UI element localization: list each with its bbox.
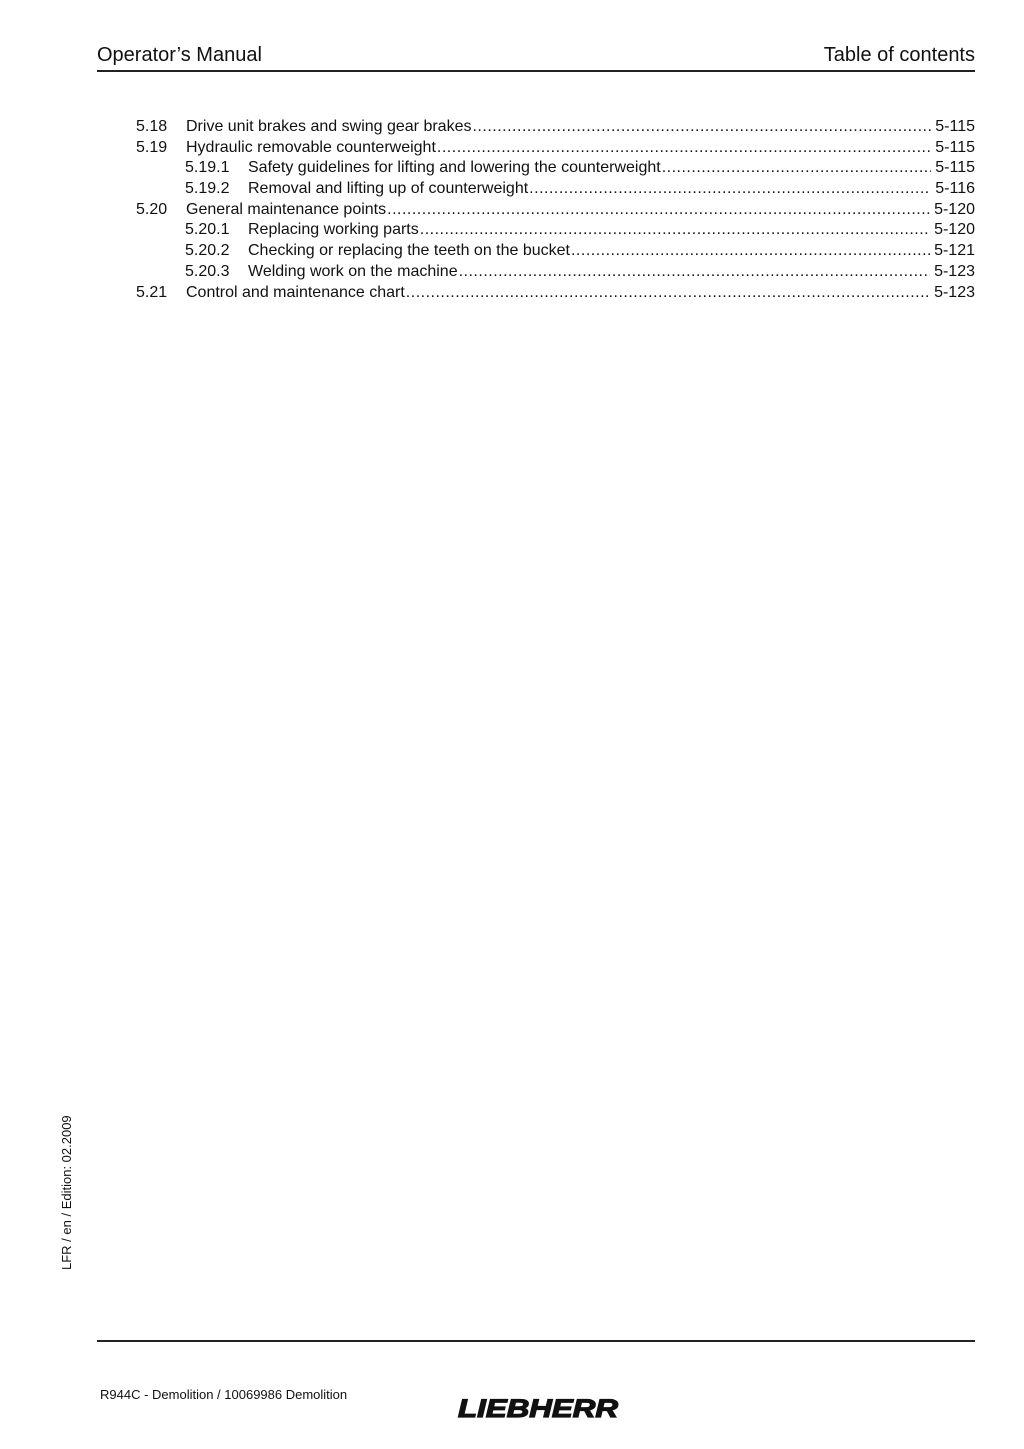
- toc-leader-dots: [459, 263, 930, 281]
- toc-entry-5-19-2[interactable]: [136, 180, 975, 201]
- toc-title: Checking or replacing the teeth on the bucket: [248, 242, 570, 260]
- toc-number: 5.18: [136, 118, 168, 135]
- toc-number: 5.20.1: [185, 221, 230, 239]
- liebherr-logo: [457, 1397, 619, 1421]
- toc-page: 5-115: [935, 118, 975, 135]
- toc-entry-5-19[interactable]: [136, 139, 975, 160]
- toc-number: 5.20: [136, 200, 168, 218]
- toc-page: 5-121: [934, 242, 975, 260]
- footer-model-text: R944C - Demolition / 10069986 Demolition: [100, 1387, 348, 1402]
- toc-entry-5-20[interactable]: [136, 201, 975, 222]
- toc-leader-dots: [420, 221, 930, 239]
- toc-number: 5.20.2: [185, 242, 230, 260]
- toc-entry-5-20-3[interactable]: [136, 263, 975, 284]
- toc-leader-dots: [406, 284, 930, 302]
- toc-number: 5.19.1: [185, 159, 230, 177]
- toc-title: Control and maintenance chart: [186, 283, 405, 301]
- toc-title: Replacing working parts: [248, 221, 419, 239]
- toc-page: 5-123: [934, 262, 975, 280]
- toc-title: Safety guidelines for lifting and lowering the counterweight: [248, 159, 661, 177]
- toc-title: Hydraulic removable counterweight: [186, 138, 436, 156]
- toc-number: 5.19.2: [185, 180, 230, 198]
- toc-entry-5-21[interactable]: [136, 284, 975, 305]
- toc-page: 5-120: [934, 221, 975, 239]
- toc-leader-dots: [571, 242, 930, 260]
- toc-number: 5.21: [136, 283, 168, 301]
- toc-number: 5.20.3: [185, 262, 230, 280]
- toc-title: General maintenance points: [186, 200, 387, 218]
- toc-entry-5-19-1[interactable]: [136, 159, 975, 180]
- toc-entry-5-20-1[interactable]: [136, 221, 975, 242]
- toc-number: 5.19: [136, 138, 168, 156]
- toc-page: 5-115: [935, 159, 975, 177]
- toc-leader-dots: [437, 139, 931, 157]
- toc-title: Welding work on the machine: [248, 262, 458, 280]
- section-title: Table of contents: [823, 44, 975, 66]
- toc-entry-5-18[interactable]: [136, 118, 975, 139]
- toc-title: Removal and lifting up of counterweight: [248, 180, 529, 198]
- footer-divider: [97, 1340, 975, 1342]
- svg-text:LIEBHERR: LIEBHERR: [458, 1397, 618, 1421]
- toc-page: 5-115: [935, 138, 975, 156]
- toc-title: Drive unit brakes and swing gear brakes: [186, 118, 472, 135]
- liebherr-logo-icon: [457, 1397, 619, 1421]
- toc-page: 5-116: [935, 180, 975, 198]
- toc-entry-5-20-2[interactable]: [136, 242, 975, 263]
- edition-note: LFR / en / Edition: 02.2009: [59, 1115, 74, 1270]
- toc-page: 5-120: [934, 200, 975, 218]
- toc-leader-dots: [662, 159, 932, 177]
- toc-leader-dots: [387, 201, 930, 219]
- toc-page: 5-123: [934, 283, 975, 301]
- table-of-contents: [136, 118, 975, 304]
- toc-leader-dots: [472, 118, 931, 136]
- toc-leader-dots: [529, 180, 931, 198]
- manual-title: Operator’s Manual: [97, 44, 262, 66]
- page-header: [97, 44, 975, 72]
